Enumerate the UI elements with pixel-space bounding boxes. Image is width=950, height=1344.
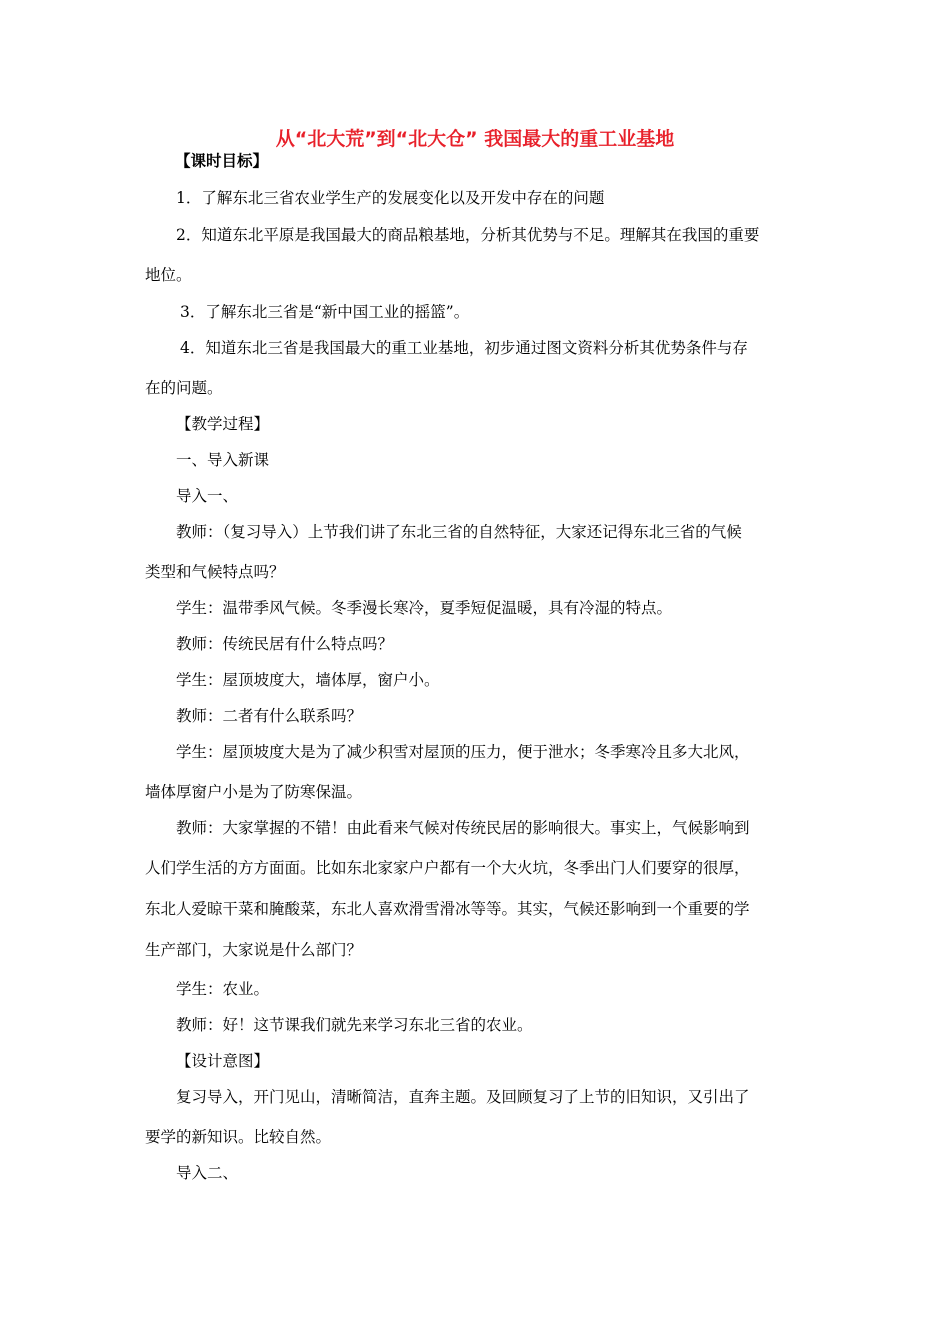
paragraph-line: 2．知道东北平原是我国最大的商品粮基地，分析其优势与不足。理解其在我国的重要 (176, 226, 760, 244)
paragraph-line: 教师：传统民居有什么特点吗？ (176, 635, 394, 653)
paragraph-line: 4．知道东北三省是我国最大的重工业基地，初步通过图文资料分析其优势条件与存 (180, 339, 748, 357)
paragraph-line: 人们学生活的方方面面。比如东北家家户户都有一个大火坑，冬季出门人们要穿的很厚， (145, 859, 750, 877)
paragraph-line: 教师：二者有什么联系吗？ (176, 707, 363, 725)
paragraph-line: 复习导入，开门见山，清晰简洁，直奔主题。及回顾复习了上节的旧知识，又引出了 (176, 1088, 750, 1106)
paragraph-line: 学生：农业。 (176, 980, 270, 998)
paragraph-line: 学生：屋顶坡度大是为了减少积雪对屋顶的压力，便于泄水；冬季寒冷且多大北风， (176, 743, 750, 761)
section-heading-objectives: 【课时目标】 (175, 152, 269, 170)
section-heading-design-intent: 【设计意图】 (176, 1052, 270, 1070)
paragraph-line: 在的问题。 (145, 379, 223, 397)
paragraph-line: 1．了解东北三省农业学生产的发展变化以及开发中存在的问题 (176, 189, 605, 207)
paragraph-line: 教师：大家掌握的不错！由此看来气候对传统民居的影响很大。事实上，气候影响到 (176, 819, 750, 837)
paragraph-line: 学生：屋顶坡度大，墙体厚，窗户小。 (176, 671, 440, 689)
paragraph-line: 东北人爱晾干菜和腌酸菜，东北人喜欢滑雪滑冰等等。其实，气候还影响到一个重要的学 (145, 900, 750, 918)
section-heading-process: 【教学过程】 (176, 415, 270, 433)
paragraph-line: 生产部门，大家说是什么部门？ (145, 941, 363, 959)
subsection-heading: 导入二、 (176, 1164, 239, 1182)
paragraph-line: 3．了解东北三省是“新中国工业的摇篮”。 (180, 303, 470, 321)
subsection-heading: 导入一、 (176, 487, 239, 505)
document-title: 从“北大荒”到“北大仓” 我国最大的重工业基地 (275, 128, 675, 150)
paragraph-line: 类型和气候特点吗？ (145, 563, 285, 581)
paragraph-line: 教师：（复习导入）上节我们讲了东北三省的自然特征，大家还记得东北三省的气候 (176, 523, 742, 541)
paragraph-line: 要学的新知识。比较自然。 (145, 1128, 332, 1146)
subsection-heading: 一、导入新课 (176, 451, 270, 469)
paragraph-line: 墙体厚窗户小是为了防寒保温。 (145, 783, 363, 801)
paragraph-line: 教师：好！这节课我们就先来学习东北三省的农业。 (176, 1016, 533, 1034)
paragraph-line: 学生：温带季风气候。冬季漫长寒冷，夏季短促温暖，具有冷湿的特点。 (176, 599, 673, 617)
paragraph-line: 地位。 (145, 266, 192, 284)
